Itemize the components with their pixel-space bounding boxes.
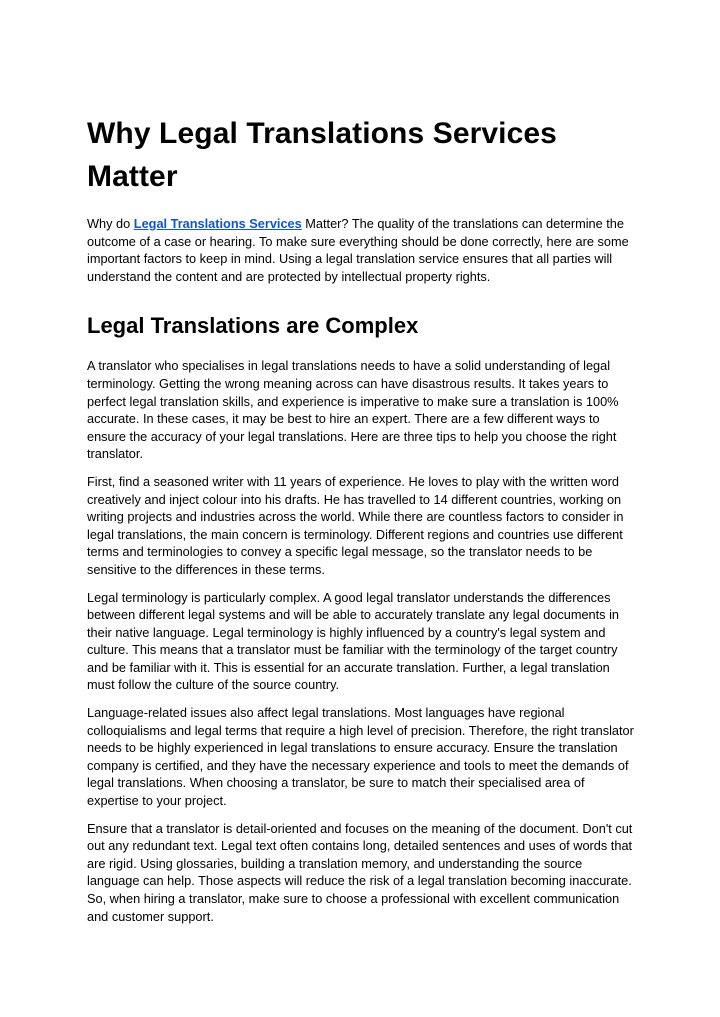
body-paragraph: A translator who specialises in legal translations needs to have a solid understanding of legal terminology. Getting the wrong meaning across can have disastrous results. It takes years to perfect legal translation skills, and experience is imperative to make sure a translation is 100% accurate. In these cases, it may be best to hire an expert. There are a few different ways to ensure the accuracy of your legal translations. Here are three tips to help you choose the right translator. — [87, 358, 619, 462]
body-paragraph: First, find a seasoned writer with 11 years of experience. He loves to play with the written word creatively and inject colour into his drafts. He has travelled to 14 different countries, working on writing projects and industries across the world. While there are countless factors to consider in legal translations, the main concern is terminology. Different regions and countries use different terms and terminologies to convey a specific legal message, so the translator needs to be sensitive to the differences in these terms. — [87, 473, 624, 577]
body-paragraph: Ensure that a translator is detail-oriented and focuses on the meaning of the document. Don't cut out any redundant text. Legal text often contains long, detailed sentences and uses of words that are rigid. Using glossaries, building a translation memory, and understanding the source language can help. Those aspects will reduce the risk of a legal translation becoming inaccurate. So, when hiring a translator, make sure to choose a professional with excellent communication and customer support. — [87, 820, 633, 924]
body-paragraph: Language-related issues also affect legal translations. Most languages have regional colloquialisms and legal terms that require a high level of precision. Therefore, the right translator needs to be highly experienced in legal translations to ensure accuracy. Ensure the translation company is certified, and they have the necessary experience and tools to meet the demands of legal translations. When choosing a translator, be sure to match their specialised area of expertise to your project. — [87, 705, 634, 809]
section-heading: Legal Translations are Complex — [87, 313, 419, 339]
document-page — [87, 112, 635, 935]
intro-paragraph — [87, 215, 635, 285]
article-title: Why Legal Translations Services Matter — [87, 117, 557, 193]
body-paragraph: Legal terminology is particularly complex. A good legal translator understands the differences between different legal systems and will be able to accurately translate any legal documents in their native language. Legal terminology is highly influenced by a country's legal system and culture. This means that a translator must be familiar with the terminology of the target country and be familiar with it. This is essential for an accurate translation. Further, a legal translation must follow the culture of the source country. — [87, 589, 620, 693]
intro-text-after-link: Matter? The quality of the translations can determine the outcome of a case or hearing. To make sure everything should be done correctly, here are some important factors to keep in mind. Using a legal translation service ensures that all parties will understand the content and are protected by intellectual property rights. — [87, 216, 629, 284]
intro-text-before-link: Why do — [87, 216, 134, 231]
legal-translations-services-link[interactable]: Legal Translations Services — [133, 216, 302, 231]
